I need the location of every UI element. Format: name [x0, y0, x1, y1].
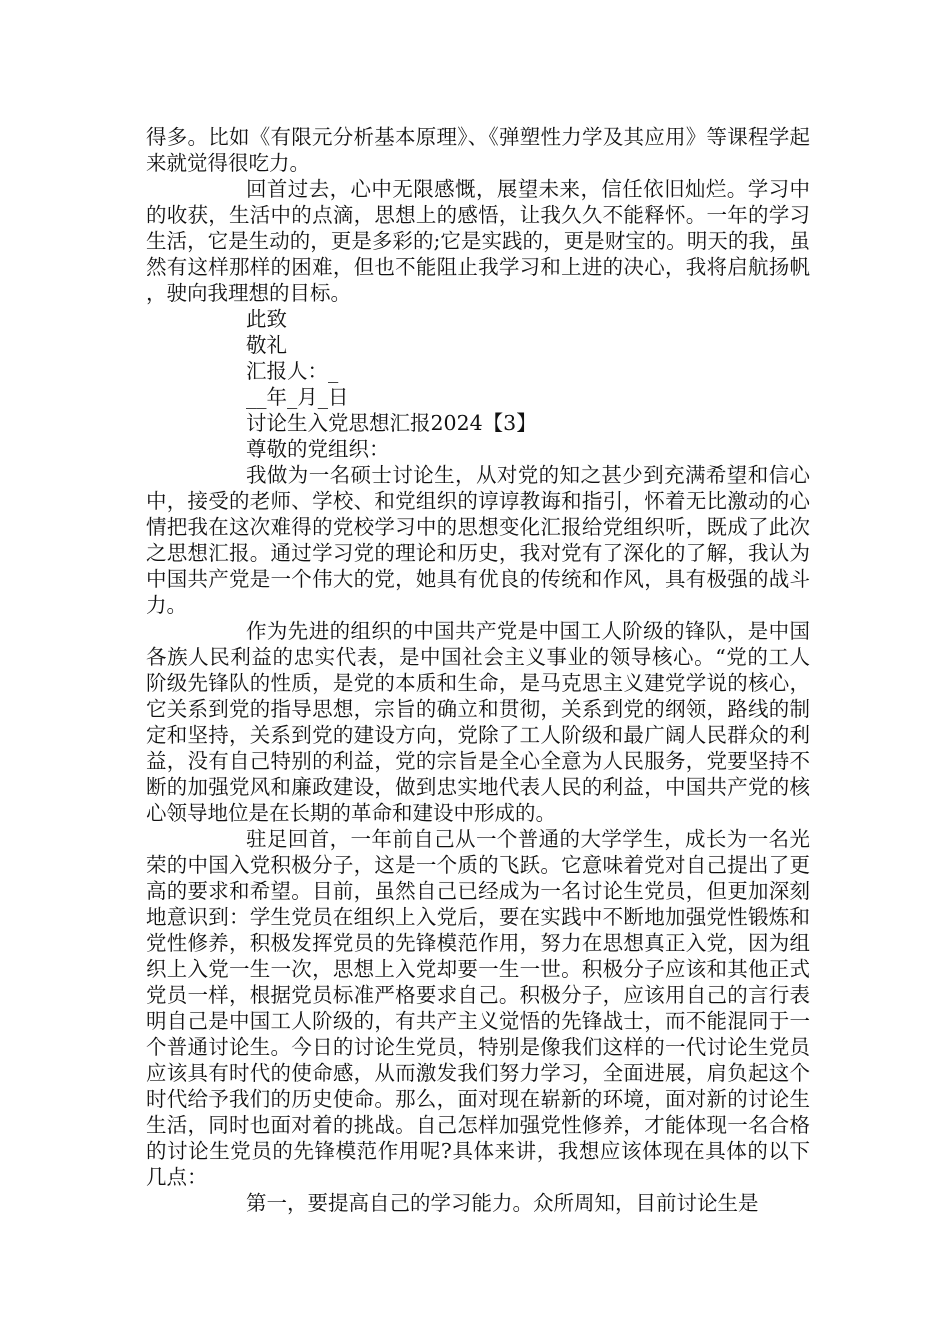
paragraph-reflection: 回首过去，心中无限感慨，展望未来，信任依旧灿烂。学习中的收获，生活中的点滴，思想上的感悟，让我久久不能释怀。一年的学习生活，它是生动的，更是多彩的;它是实践的，更是财宝的。明天的我，虽然有这样那样的困难，但也不能阻止我学习和上进的决心，我将启航扬帆，驶向我理想的目标。 — [146, 177, 810, 305]
greeting: 尊敬的党组织： — [246, 437, 390, 461]
reporter-signature: 汇报人：_ — [246, 359, 339, 383]
paragraph-self-reflection: 驻足回首，一年前自己从一个普通的大学学生，成长为一名光荣的中国入党积极分子，这是一个质的飞跃。它意味着党对自己提出了更高的要求和希望。目前，虽然自己已经成为一名讨论生党员，但更加深刻地意识到：学生党员在组织上入党后，要在实践中不断地加强党性锻炼和党性修养，积极发挥党员的先锋模范作用，努力在思想真正入党，因为组织上入党一生一次，思想上入党却要一生一世。积极分子应该和其他正式党员一样，根据党员标准严格要求自己。积极分子，应该用自己的言行表明自己是中国工人阶级的，有共产主义觉悟的先锋战士，而不能混同于一个普通讨论生。今日的讨论生党员，特别是像我们这样的一代讨论生党员应该具有时代的使命感，从而激发我们努力学习，全面进展，肩负起这个时代给予我们的历史使命。那么，面对现在崭新的环境，面对新的讨论生生活，同时也面对着的挑战。自己怎样加强党性修养，才能体现一名合格的讨论生党员的先锋模范作用呢?具体来讲，我想应该体现在具体的以下几点： — [146, 827, 810, 1189]
paragraph-introduction: 我做为一名硕士讨论生，从对党的知之甚少到充满希望和信心中，接受的老师、学校、和党组织的谆谆教诲和指引，怀着无比激动的心情把我在这次难得的党校学习中的思想变化汇报给党组织听，既成了此次之思想汇报。通过学习党的理论和历史，我对党有了深化的了解，我认为中国共产党是一个伟大的党，她具有优良的传统和作风，具有极强的战斗力。 — [146, 463, 810, 617]
closing-salutation: 此致 — [246, 307, 287, 331]
closing-regards: 敬礼 — [246, 333, 287, 357]
section-title: 讨论生入党思想汇报2024【3】 — [246, 411, 537, 435]
document-body — [146, 124, 810, 1216]
paragraph-party-nature: 作为先进的组织的中国共产党是中国工人阶级的锋队，是中国各族人民利益的忠实代表，是中国社会主义事业的领导核心。“党的工人阶级先锋队的性质，是党的本质和生命，是马克思主义建党学说的核心，它关系到党的指导思想，宗旨的确立和贯彻，关系到党的纲领，路线的制定和坚持，关系到党的建设方向，党除了工人阶级和最广阔人民群众的利益，没有自己特别的利益，党的宗旨是全心全意为人民服务，党要坚持不断的加强党风和廉政建设，做到忠实地代表人民的利益，中国共产党的核心领导地位是在长期的革命和建设中形成的。 — [146, 619, 810, 825]
paragraph-first-point: 第一，要提高自己的学习能力。众所周知，目前讨论生是 — [246, 1191, 759, 1215]
paragraph-course-difficulty: 得多。比如《有限元分析基本原理》、《弹塑性力学及其应用》等课程学起来就觉得很吃力。 — [146, 125, 810, 175]
report-date: __年_月_日 — [246, 385, 349, 409]
